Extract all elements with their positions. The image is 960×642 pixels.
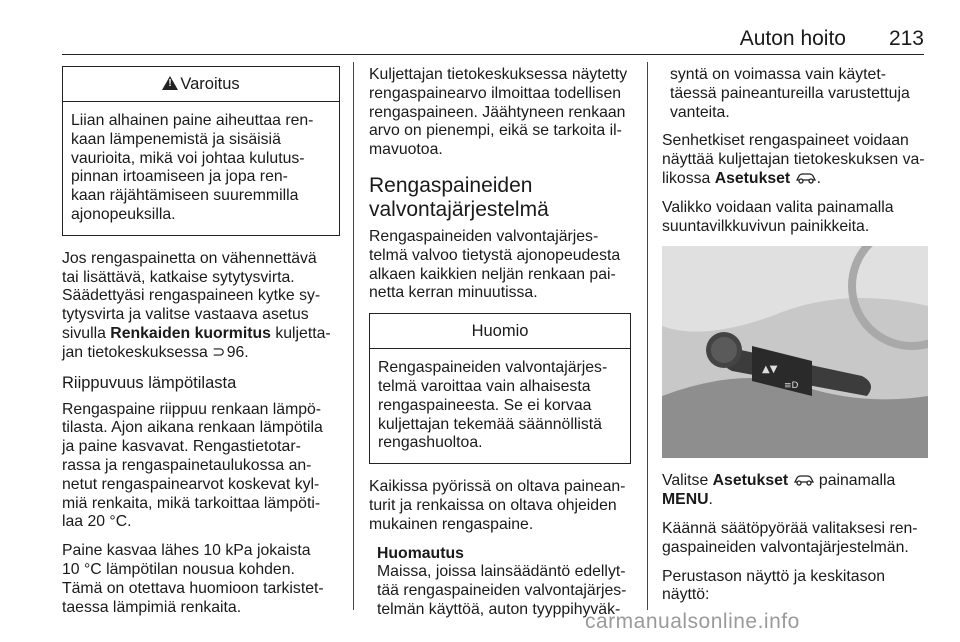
text-fragment: sivulla	[62, 324, 111, 342]
text-line: Jos rengaspainetta on vähennettävä	[62, 249, 317, 267]
text-line: ja paine kasvavat. Rengastietotar-	[62, 438, 301, 456]
paragraph-pressure-adjust	[62, 250, 340, 363]
text-line: 10 °C lämpötilan nousua kohden.	[62, 560, 295, 578]
text-line: vanteita.	[670, 103, 730, 121]
menu-term: Asetukset	[714, 169, 791, 187]
paragraph-displayed-value	[369, 66, 631, 160]
text-fragment: likossa	[662, 169, 715, 187]
text-line: näyttö:	[662, 586, 710, 604]
text-line: rengaspaineen. Jäähtyneen renkaan	[369, 103, 626, 121]
section-title-line: valvontajärjestelmä	[369, 197, 549, 221]
text-line: tytysvirta ja valitse vastaava asetus	[62, 306, 309, 324]
text-line: taessa lämpimiä renkaita.	[62, 598, 242, 616]
watermark: carmanualsonline.info	[585, 610, 800, 633]
text-line: turit ja renkaissa on oltava ohjeiden	[369, 496, 617, 514]
text-line: Rengaspaine riippuu renkaan lämpö-	[62, 400, 322, 418]
paragraph-select-settings	[662, 472, 928, 510]
text-line: mukainen rengaspaine.	[369, 515, 534, 533]
car-settings-icon	[795, 172, 817, 184]
svg-text:▲▼: ▲▼	[762, 364, 778, 376]
text-line: rassa ja rengaspainetaulukossa an-	[62, 456, 312, 474]
paragraph-display-levels	[662, 568, 928, 606]
text-line: mavuotoa.	[369, 141, 443, 159]
text-line: arvo on pienempi, eikä se tarkoita il-	[369, 122, 622, 140]
text-line: Käännä säätöpyörää valitaksesi ren-	[662, 519, 918, 537]
text-line: ajonopeuksilla.	[71, 205, 176, 223]
text-line: Valikko voidaan valita painamalla	[662, 198, 894, 216]
text-line: tai lisättävä, katkaise sytytysvirta.	[62, 268, 295, 286]
text-line: kaan räjähtämiseen suuremmilla	[71, 187, 299, 205]
text-line: gaspaineiden valvontajärjestelmän.	[662, 538, 909, 556]
text-line: rengaspainearvo ilmoittaa todellisen	[369, 84, 622, 102]
text-line: Paine kasvaa lähes 10 kPa jokaista	[62, 542, 311, 560]
text-line: näyttää kuljettajan tietokeskuksen va-	[662, 151, 925, 169]
menu-button-label: MENU	[662, 491, 709, 509]
text-line: tilasta. Ajon aikana renkaan lämpötila	[62, 419, 323, 437]
notice-box-body	[370, 349, 630, 463]
text-line: Kuljettajan tietokeskuksessa näytetty	[369, 66, 628, 83]
column-2	[369, 66, 631, 620]
text-line: laa 20 °C.	[62, 513, 132, 531]
car-settings-icon	[793, 474, 815, 486]
turn-signal-lever-photo	[662, 246, 928, 458]
text-line: suuntavilkkuvivun painikkeita.	[662, 217, 870, 235]
warning-box-body	[63, 102, 339, 235]
column-3	[662, 66, 928, 615]
paragraph-current-pressures	[662, 132, 928, 188]
text-line: Liian alhainen paine aiheuttaa ren-	[71, 112, 314, 129]
text-line: Kaikissa pyörissä on oltava painean-	[369, 478, 626, 496]
text-line: Rengaspaineiden valvontajärjes-	[378, 359, 608, 377]
text-line: telmä valvoo tietystä ajonopeudesta	[369, 246, 621, 264]
section-title	[369, 174, 631, 222]
text-line: vaurioita, mikä voi johtaa kulutus-	[71, 149, 305, 167]
text-line: telmä varoittaa vain alhaisesta	[378, 377, 591, 395]
text-fragment: painamalla	[814, 472, 896, 490]
notice-box	[369, 313, 631, 464]
section-heading: Riippuvuus lämpötilasta	[62, 373, 237, 392]
paragraph-adjust-wheel	[662, 520, 928, 558]
text-fragment: .	[708, 491, 713, 509]
warning-box	[62, 66, 340, 236]
lever-illustration	[662, 246, 928, 458]
text-line: Maissa, joissa lainsäädäntö edellyt-	[377, 563, 626, 581]
text-line: kaan lämpenemistä ja sisäisiä	[71, 130, 281, 148]
column-1	[62, 66, 340, 627]
text-line: syntä on voimassa vain käytet-	[670, 66, 886, 83]
note-title: Huomautus	[377, 544, 464, 562]
text-fragment: Valitse	[662, 472, 713, 490]
text-line: netut rengaspainearvot koskevat kyl-	[62, 475, 320, 493]
text-line: telmän käyttöä, auton tyyppihyväk-	[377, 600, 621, 618]
page-reference-link[interactable]: 96.	[226, 343, 249, 361]
menu-term: Renkaiden kuormitus	[110, 324, 271, 342]
text-line: Senhetkiset rengaspaineet voidaan	[662, 132, 909, 150]
note-block	[369, 545, 631, 620]
text-line: netta kerran minuutissa.	[369, 284, 538, 302]
paragraph-monitoring	[369, 228, 631, 303]
text-line: täessä paineantureilla varustettuja	[670, 84, 910, 102]
text-line: miä renkaita, mikä tarkoittaa lämpöti-	[62, 494, 321, 512]
paragraph-pressure-increase	[62, 542, 340, 617]
text-line: Tämä on otettava huomioon tarkistet-	[62, 579, 324, 597]
text-line: tää rengaspaineiden valvontajärjes-	[377, 582, 627, 600]
notice-box-header: Huomio	[370, 314, 630, 349]
page-reference-arrow-icon[interactable]: ⊃	[212, 343, 226, 361]
warning-title: Varoitus	[180, 75, 240, 93]
text-fragment: kuljetta-	[270, 324, 331, 342]
chapter-title: Auton hoito	[739, 27, 846, 50]
text-line: rengaspaineesta. Se ei korvaa	[378, 396, 592, 414]
text-line: kuljettajan tekemää säännöllistä	[378, 415, 602, 433]
page-header	[62, 24, 924, 55]
column-divider	[353, 62, 354, 610]
menu-term: Asetukset	[712, 472, 789, 490]
page-number: 213	[888, 27, 924, 50]
text-line: Rengaspaineiden valvontajärjes-	[369, 227, 599, 245]
section-title-line: Rengaspaineiden	[369, 173, 533, 197]
column-divider	[647, 62, 648, 610]
note-continuation	[662, 66, 928, 122]
paragraph-sensors	[369, 478, 631, 534]
paragraph-temperature	[62, 401, 340, 533]
text-line: alkaen kaikkien neljän renkaan pai-	[369, 265, 616, 283]
text-fragment: jan tietokeskuksessa	[62, 343, 213, 361]
text-line: Säädettyäsi rengaspaineen kytke sy-	[62, 287, 321, 305]
text-fragment: .	[816, 169, 821, 187]
paragraph-menu-select	[662, 199, 928, 237]
text-line: Perustason näyttö ja keskitason	[662, 567, 886, 585]
warning-box-header	[63, 67, 339, 102]
text-line: rengashuoltoa.	[378, 434, 483, 452]
svg-text:≡D: ≡D	[784, 381, 799, 392]
text-line: pinnan irtoamiseen ja jopa ren-	[71, 168, 288, 186]
warning-triangle-icon: !	[162, 76, 178, 90]
